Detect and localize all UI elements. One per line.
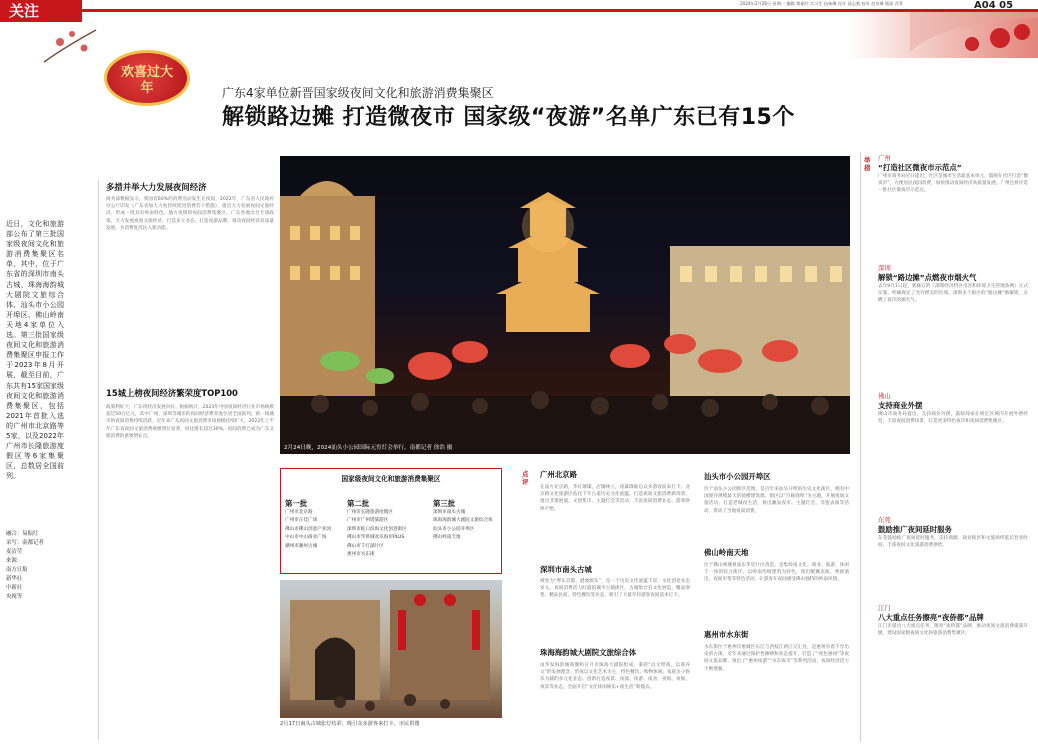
measure-item [878,154,1028,258]
measure-city: 深圳 [878,264,891,272]
date-bar: 2024年2月26日 星期一 编辑 黎振红 实习生 伍咏琳 设计 邱志强 校对 赵卓琳 版面 肖菲 [740,1,904,6]
col-d-body: 位于汕头小公园街区范围，是百年来汕头开埠的历史文化街区，拥有中国现存规模最大的骑楼建筑群。街区以“百载商埠”为主题，开展夜间文旅活动，打造老城夜生活，推出潮汕夜市、主题灯会、非遗表演等活动，带动了当地夜间消费。 [704,487,849,514]
right-col-label: 举措 [864,156,871,172]
col-c-heading: 珠海海韵城大剧院文旅综合体 [540,648,637,657]
credits [6,530,64,602]
credit-line: 中新社 [6,585,23,591]
list-item: 佛山市佛山创意产业园 [285,526,331,532]
credit-line: 采写：南都记者 [6,540,44,546]
list-item: 深圳市南头古城 [433,510,466,515]
list-item: 惠州市水东街 [347,552,375,558]
night-festival-scene [280,156,850,454]
credit-line: 来源： [6,558,23,564]
list-item: 广州市正佳广场 [285,518,318,524]
measure-heading: 八大重点任务擦亮“夜侨都”品牌 [878,613,984,622]
col-d-heading: 惠州市水东街 [704,630,749,639]
ancient-gate-scene [280,580,502,718]
col-c-body: 被誉为“粤东首郡、港澳源头”，是一个历史文化底蕴丰厚，文化创意业态多元、夜间消费活力旺盛的城市古镇街区。古城集合有文化展览、精品零售、精品民宿、特色餐饮等业态，吸引了大量年轻游客夜间前来打卡。 [540,579,690,599]
list-group [285,499,345,551]
list-item: 佛山岭南天地 [433,535,461,541]
list-item: 潮州市潮州古城 [285,543,318,549]
list-item: 广州市长隆旅游度假区 [347,510,393,515]
measure-city: 佛山 [878,392,891,400]
measure-item [878,392,1028,498]
list-item: 佛山市华侨城欢乐海岸PLUS [347,535,405,541]
lead-text: 近日，文化和旅游部公布了第三批国家级夜间文化和旅游消费集聚区名单，其中，位于广东省的深圳市南头古城、珠海海韵城大剧院文旅综合体、汕头市小公园开埠区、佛山岭南天地4家单位入选。第三批国家级夜间文化和旅游消费集聚区申报工作于2023年8月开展，截至目前，广东共有15家国家级夜间文化和旅游消费集聚区，包括2021年首批入选的广州市北京路等5家，以及2022年广州市长隆旅游度假区等6家集聚区，总数居全国前列。 [6,220,64,481]
credit-line: 麦洁莹 [6,549,23,555]
measure-item [878,604,1028,744]
credit-line: 央视等 [6,594,23,600]
measure-item [878,516,1028,596]
measure-heading: 解锁“路边摊”点燃夜市烟火气 [878,273,977,282]
list-group-title: 第一批 [285,499,308,508]
dianping-label: 点评 [522,470,529,486]
measure-heading: “打造社区微夜市示范点” [878,163,962,172]
measure-body: 江门市提出八大重点任务，擦亮“夜侨都”品牌，推动夜间文旅消费提质升级，建设国家级夜间文化和旅游消费集聚区。 [878,624,1028,637]
measure-body: 佛山市商务局提出，支持商业外摆，鼓励商家在规定区域内开展外摆经营，丰富夜间消费场景，打造更多特色夜市和夜间消费集聚区。 [878,412,1028,425]
list-item: 广州市北京路 [285,510,313,515]
measure-body: 去年9月1日起，新修订的《深圳经济特区市容和环境卫生管理条例》正式实施，明确规定了允许摆卖的区域，深圳多个街区的“路边摊”被解锁，点燃了夜市的烟火气。 [878,284,1028,304]
list-group [433,499,501,543]
credit-line: 融合：易振红 [6,531,39,537]
main-photo-caption: 2月24日晚，2024汕头小公园国际元宵灯会举行。南都记者 徐浩 摄 [284,445,453,451]
measure-city: 广州 [878,154,891,162]
page-number: A04 05 [974,0,1014,11]
col-c-heading: 深圳市南头古城 [540,565,592,574]
main-photo [280,156,850,454]
section-tab [0,0,82,22]
headline-title: 解锁路边摊 打造微夜市 国家级“夜游”名单广东已有15个 [222,105,795,130]
list-group-title: 第二批 [347,499,370,508]
measure-item [878,264,1028,382]
column-rule [860,152,861,742]
col-d-body: 位于佛山禅城祖庙东华里片区改造，是集岭南文化、商业、旅游、休闲于一体的综合街区，以岭南传统建筑为特色，推出醒狮表演、粤剧演出、夜间市集等特色活动，让游客在夜间感受佛山独特的岭南风情。 [704,563,849,583]
col-d-heading: 汕头市小公园开埠区 [704,472,771,481]
festival-decoration [850,12,1038,58]
festival-badge-text: 欢喜过大年 [120,65,173,96]
section1-heading: 多措并举大力发展夜间经济 [106,182,207,192]
lantern-icon [850,12,1038,58]
list-item: 珠海海韵城大剧院文旅综合体 [433,518,493,524]
measure-body: 广州市商务局近日提出，社区是城市生活最基本单元，鼓励在社区打造“微夜市”，方便居民夜间消费，加快推动夜间经济高质量发展。广州还将评选一批社区微夜市示范点。 [878,174,1028,194]
festival-badge [104,50,190,106]
measure-city: 江门 [878,604,891,612]
section1-body: 商务部数据显示，我国有60%的消费活动发生在夜间，2022年，广东省人民政府办公厅印发《广东省加大力度持续促进消费若干措施》，提出大力发展夜间文旅经济，形成一批具有岭南特色、地方风情的夜间消费集聚区。广东各地出台专项政策，大力发展夜间文旅经济，打造多元业态，打造夜游品牌，推动夜间经济高质量发展，为消费复苏注入新动能。 [106,197,274,231]
list-item: 广州市广州塔旅游区 [347,518,389,524]
plum-blossom-decoration [40,22,100,72]
list-group-title: 第三批 [433,499,456,508]
credit-line: 新华社 [6,576,23,582]
list-box [280,468,502,574]
section2-body: 政策利好下，广东夜经济发展向好。根据统计，2023年中国夜间经济行业市场规模超过50万亿元，其中广州、深圳等城市的夜间经济繁荣度位居全国前列。新一线城市的夜间消费持续活跃，近年来广东夜间文旅消费市场规模持续扩大，2023年上半年广东省夜间文旅消费规模增长显著，同比增长超过30%，夜间消费已成为广东文旅消费的重要增长点。 [106,405,274,439]
section2-heading: 15城上榜夜间经济繁荣度TOP100 [106,388,238,398]
col-d-body: 水东街位于惠州市惠城区东江与西枝江两江交汇处，是惠州有着千年历史的古街，近年来通过保护性修缮和业态提升，打造了“夜色惠州”等夜间文旅品牌，推出了“惠州夜游”“水东夜市”等系列活动，夜间经济活力不断增强。 [704,645,849,672]
column-rule [98,180,99,740]
list-box-title: 国家级夜间文化和旅游消费集聚区 [341,475,441,483]
bottom-photo [280,580,502,718]
section-name: 关注 [9,2,40,20]
col-c-heading: 广州北京路 [540,470,577,479]
list-item: 中山市中山商业广场 [285,535,327,541]
col-c-body: 在南方北京路，华灯璀璨，店铺林立，夜幕降临后众多游客前来打卡。北京路文化旅游区依托千年古道历史文化底蕴，打造夜间文旅消费新场景，推出非遗展演、文创集市、主题灯会等活动，丰富夜间消费业态，游客络绎不绝。 [540,485,690,512]
col-c-body: 由华发海韵城商圈和日月贝珠海大剧院组成，秉持“以文带商、以商养文”的发展理念，形成以文化艺术为主，特色餐饮、购物休闲、家庭亲子娱乐为辅的多元化业态。创新打造夜景、夜演、夜游、夜食、夜购、夜娱、夜读等业态，全面开启“文化休闲娱乐+夜生活”新模式。 [540,663,690,690]
measure-heading: 鼓励推广夜间延时服务 [878,525,952,534]
measure-city: 东莞 [878,516,891,524]
list-item: 汕头市小公园开埠区 [433,526,475,532]
col-d-heading: 佛山岭南天地 [704,548,749,557]
measure-heading: 支持商业外摆 [878,401,923,410]
list-item: 深圳市蛇口滨海文化创意街区 [347,526,407,532]
measure-body: 东莞鼓励推广夜间延时服务，支持商圈、商业街区和文旅场所延长营业时间，丰富夜间文化旅游消费供给。 [878,536,1028,549]
headline-kicker: 广东4家单位新晋国家级夜间文化和旅游消费集聚区 [222,86,494,100]
list-item: 佛山市千灯湖片区 [347,543,384,549]
list-group [347,499,427,559]
bottom-photo-caption: 2月17日南头古城张灯结彩，吸引众多游客来打卡。市民供图 [280,721,420,727]
credit-line: 南方日报 [6,567,28,573]
